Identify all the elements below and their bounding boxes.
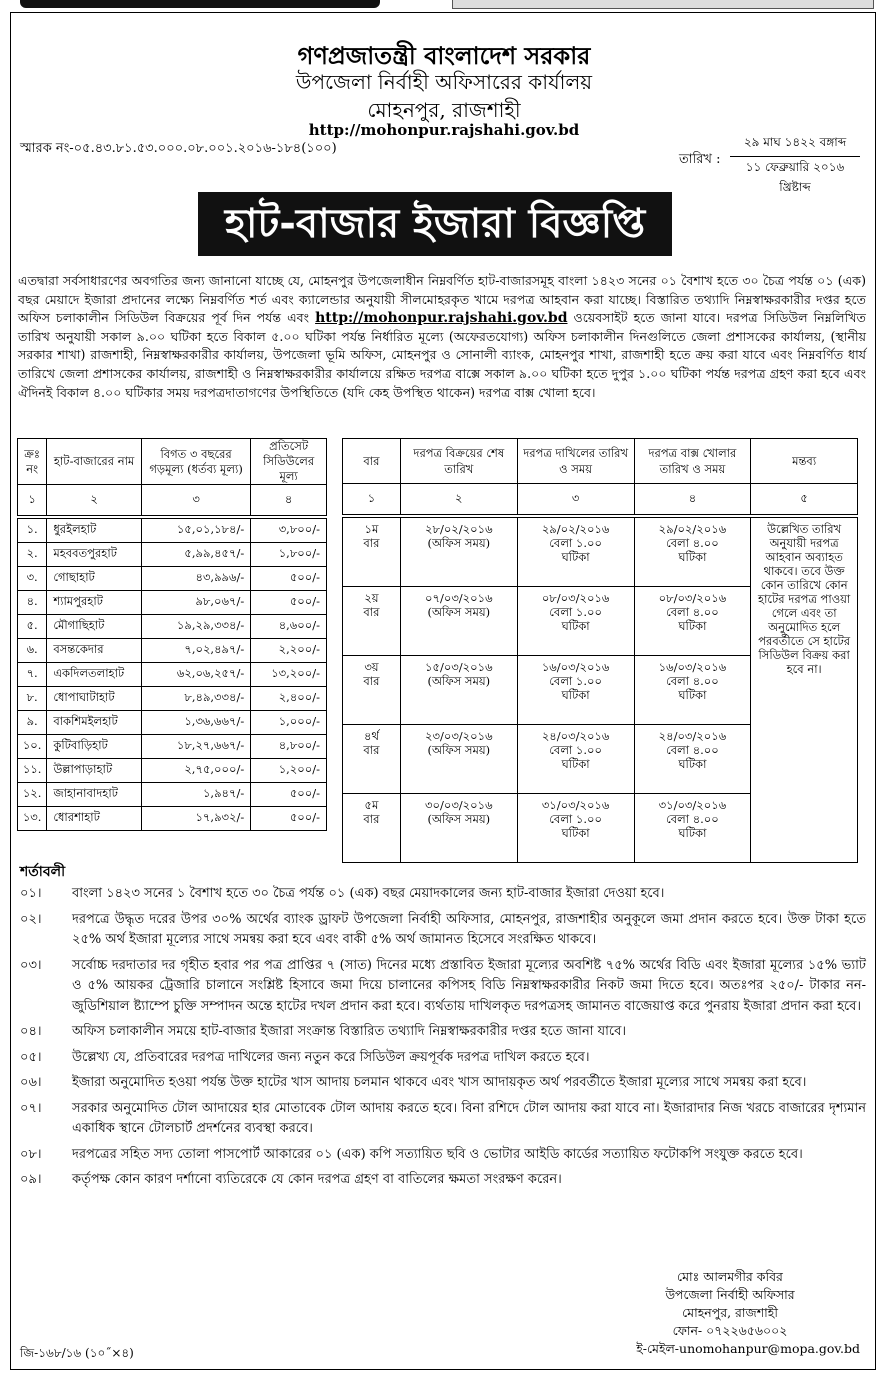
col-number: ৪ bbox=[634, 484, 751, 515]
condition-item bbox=[20, 884, 866, 905]
col-header-opening: দরপত্র বাক্স খোলার তারিখ ও সময় bbox=[634, 439, 751, 484]
opening-cell bbox=[634, 587, 751, 656]
signatory-designation: উপজেলা নির্বাহী অফিসার bbox=[665, 1287, 795, 1302]
col-header-serial: ক্রঃ নং bbox=[18, 439, 47, 485]
condition-item bbox=[20, 1022, 866, 1043]
row-average-value: ১৫,০১,১৮৪/- bbox=[141, 519, 250, 543]
office-name: উপজেলা নির্বাহী অফিসারের কার্যালয় bbox=[295, 70, 593, 94]
schedule-open-date: ২৯/০২/২০১৬ bbox=[658, 522, 727, 536]
schedule-sale-date: ২৩/০৩/২০১৬ bbox=[425, 729, 493, 743]
condition-item bbox=[20, 1170, 866, 1191]
row-average-value: ৫,৯৯,৪৫৭/- bbox=[141, 543, 250, 567]
market-table-header bbox=[18, 439, 327, 485]
row-serial: ৪. bbox=[18, 591, 47, 615]
col-number: ২ bbox=[47, 485, 142, 516]
row-serial: ১. bbox=[18, 519, 47, 543]
schedule-bar2: বার bbox=[363, 743, 380, 757]
table-row bbox=[18, 543, 327, 567]
schedule-sale-note: (অফিস সময়) bbox=[427, 743, 491, 757]
top-gray-bar bbox=[452, 0, 874, 9]
print-code: জি-১৬৮/১৬ (১০˝×৪) bbox=[20, 1346, 134, 1360]
row-serial: ১২. bbox=[18, 783, 47, 807]
round-cell bbox=[343, 587, 401, 656]
condition-item bbox=[20, 1073, 866, 1094]
date-english: ১১ ফেব্রুয়ারি ২০১৬ খ্রিষ্টাব্দ bbox=[745, 160, 845, 194]
submission-cell bbox=[517, 656, 634, 725]
col-header-average: বিগত ৩ বছরের গড়মূল্য (ধর্তব্য মূল্য) bbox=[141, 439, 250, 485]
col-number: ১ bbox=[18, 485, 47, 516]
schedule-open-date: ৩১/০৩/২০১৬ bbox=[658, 798, 727, 812]
round-cell bbox=[343, 656, 401, 725]
col-header-round: বার bbox=[343, 439, 401, 484]
govt-title: গণপ্রজাতন্ত্রী বাংলাদেশ সরকার bbox=[297, 41, 591, 70]
schedule-sale-date: ১৫/০৩/২০১৬ bbox=[425, 660, 493, 674]
row-market-name: শ্যামপুরহাট bbox=[47, 591, 142, 615]
round-cell bbox=[343, 794, 401, 863]
table-row bbox=[18, 615, 327, 639]
condition-item bbox=[20, 910, 866, 951]
condition-number: ০৪। bbox=[20, 1024, 42, 1039]
row-serial: ৯. bbox=[18, 711, 47, 735]
condition-item bbox=[20, 1099, 866, 1140]
row-average-value: ১৯,২৯,৩৩৪/- bbox=[141, 615, 250, 639]
schedule-bar2: বার bbox=[363, 674, 380, 688]
date-bangla: ২৯ মাঘ ১৪২২ বঙ্গাব্দ bbox=[730, 134, 860, 157]
col-header-sale-date: দরপত্র বিক্রয়ের শেষ তারিখ bbox=[400, 439, 517, 484]
schedule-sub-unit: ঘটিকা bbox=[561, 688, 590, 702]
row-average-value: ১,৯৪৭/- bbox=[141, 783, 250, 807]
condition-text: কর্তৃপক্ষ কোন কারণ দর্শানো ব্যতিরেকে যে কোন দরপত্র গ্রহণ বা বাতিলের ক্ষমতা সংরক্ষণ করেন। bbox=[72, 1172, 562, 1187]
table-row bbox=[18, 783, 327, 807]
schedule-sale-note: (অফিস সময়) bbox=[427, 812, 491, 826]
schedule-sale-note: (অফিস সময়) bbox=[427, 536, 491, 550]
schedule-bar1: ৫ম bbox=[364, 798, 379, 812]
schedule-sub-date: ২৯/০২/২০১৬ bbox=[541, 522, 610, 536]
opening-cell bbox=[634, 725, 751, 794]
schedule-sub-time: বেলা ১.০০ bbox=[549, 674, 602, 688]
schedule-open-time: বেলা ৪.০০ bbox=[666, 536, 719, 550]
schedule-sale-note: (অফিস সময়) bbox=[427, 674, 491, 688]
row-serial: ১০. bbox=[18, 735, 47, 759]
row-market-name: জাহানাবাদহাট bbox=[47, 783, 142, 807]
condition-text: সর্বোচ্চ দরদাতার দর গৃহীত হবার পর পত্র প্রাপ্তির ৭ (সাত) দিনের মধ্যে প্রস্তাবিত ইজারা মূল্যের অবশিষ্ট ৭৫% অর্থের বিডি এবং ইজারা মূল্যের ১৫% ভ্যাট ও ৫% আয়কর ট্রেজারি চালানে সংশ্লিষ্ট হিসাবে জমা দিয়ে চালানের কপিসহ বিডি নিম্নস্বাক্ষরকারীর নিকট জমা দিতে হবে। অতঃপর ২৫০/- টাকার নন-জুডিশিয়াল ষ্ট্যাম্পে চুক্তি সম্পাদন অন্তে হাটের দখল প্রদান করা হবে। ব্যর্থতায় দাখিলকৃত দরপত্রসহ জামানত বাজেয়াপ্ত করে পুনরায় ইজারা প্রদান করা হবে। bbox=[72, 957, 866, 1014]
signatory-name: মোঃ আলমগীর কবির bbox=[677, 1269, 783, 1284]
schedule-bar1: ২য় bbox=[364, 591, 379, 605]
row-schedule-price: ২,২০০/- bbox=[251, 639, 327, 663]
row-market-name: ধুরইলহাট bbox=[47, 519, 142, 543]
schedule-bar1: ৪র্থ bbox=[363, 729, 379, 743]
table-row bbox=[18, 807, 327, 831]
row-serial: ২. bbox=[18, 543, 47, 567]
schedule-bar2: বার bbox=[363, 605, 380, 619]
row-schedule-price: ৫০০/- bbox=[251, 807, 327, 831]
schedule-table-header bbox=[343, 439, 858, 484]
row-schedule-price: ৪,৮০০/- bbox=[251, 735, 327, 759]
submission-cell bbox=[517, 518, 634, 587]
market-table bbox=[17, 438, 327, 831]
row-average-value: ৬২,০৬,২৫৭/- bbox=[141, 663, 250, 687]
row-schedule-price: ৫০০/- bbox=[251, 591, 327, 615]
row-average-value: ১৭,৯৩২/- bbox=[141, 807, 250, 831]
market-table-body bbox=[18, 519, 327, 831]
schedule-sub-date: ১৬/০৩/২০১৬ bbox=[541, 660, 610, 674]
row-market-name: উল্লাপাড়াহাট bbox=[47, 759, 142, 783]
col-number: ৩ bbox=[517, 484, 634, 515]
schedule-bar2: বার bbox=[363, 536, 380, 550]
submission-cell bbox=[517, 725, 634, 794]
intro-paragraph bbox=[18, 272, 866, 402]
schedule-open-time: বেলা ৪.০০ bbox=[666, 605, 719, 619]
remarks-cell: উল্লেখিত তারিখ অনুযায়ী দরপত্র আহবান অব্যাহত থাকবে। তবে উক্ত কোন তারিখে কোন হাটের দরপত্র পাওয়া গেলে এবং তা অনুমোদিত হলে পরবর্তীতে সে হাটের সিডিউল বিক্রয় করা হবে না। bbox=[751, 518, 858, 863]
schedule-open-date: ০৮/০৩/২০১৬ bbox=[658, 591, 727, 605]
col-number: ১ bbox=[343, 484, 401, 515]
opening-cell bbox=[634, 656, 751, 725]
col-header-remarks: মন্তব্য bbox=[751, 439, 858, 484]
condition-number: ০৭। bbox=[20, 1100, 42, 1116]
schedule-open-unit: ঘটিকা bbox=[678, 550, 707, 564]
col-header-market: হাট-বাজারের নাম bbox=[47, 439, 142, 485]
condition-text: সরকার অনুমোদিত টোল আদায়ের হার মোতাবেক টোল আদায় করতে হবে। বিনা রশিদে টোল আদায় করা যাবে না। ইজারাদার নিজ খরচে বাজারের দৃশ্যমান একাধিক স্থানে টোলচার্ট প্রদর্শনের ব্যবস্থা করবে। bbox=[72, 1100, 866, 1136]
schedule-bar1: ৩য় bbox=[364, 660, 379, 674]
opening-cell bbox=[634, 518, 751, 587]
memo-number: স্মারক নং-০৫.৪৩.৮১.৫৩.০০০.০৮.০০১.২০১৬-১৮৪(১০০) bbox=[20, 141, 337, 156]
submission-cell bbox=[517, 794, 634, 863]
row-market-name: একদিলতলাহাট bbox=[47, 663, 142, 687]
schedule-open-time: বেলা ৪.০০ bbox=[666, 743, 719, 757]
schedule-table bbox=[342, 438, 858, 863]
row-market-name: বসন্তকেদার bbox=[47, 639, 142, 663]
table-row bbox=[18, 567, 327, 591]
intro-website-link[interactable]: http://mohonpur.rajshahi.gov.bd bbox=[315, 310, 568, 327]
row-market-name: মহববতপুরহাট bbox=[47, 543, 142, 567]
schedule-open-time: বেলা ৪.০০ bbox=[666, 812, 719, 826]
schedule-sub-unit: ঘটিকা bbox=[561, 826, 590, 840]
header-website[interactable]: http://mohonpur.rajshahi.gov.bd bbox=[308, 121, 580, 139]
signatory-location: মোহনপুর, রাজশাহী bbox=[682, 1305, 778, 1320]
col-header-schedule-price: প্রতিসেট সিডিউলের মূল্য bbox=[251, 439, 327, 485]
schedule-col-numbers bbox=[343, 484, 858, 515]
row-average-value: ১,৩৬,৬৬৭/- bbox=[141, 711, 250, 735]
schedule-bar2: বার bbox=[363, 812, 380, 826]
table-row bbox=[18, 759, 327, 783]
row-serial: ১৩. bbox=[18, 807, 47, 831]
schedule-sub-time: বেলা ১.০০ bbox=[549, 536, 602, 550]
condition-text: দরপত্রের সহিত সদ্য তোলা পাসপোর্ট আকারের ০১ (এক) কপি সত্যায়িত ছবি ও ভোটার আইডি কার্ডের সত্যায়িত ফটোকপি সংযুক্ত করতে হবে। bbox=[72, 1146, 803, 1162]
schedule-sale-date: ০৭/০৩/২০১৬ bbox=[425, 591, 493, 605]
row-average-value: ৭,০২,৪৯৭/- bbox=[141, 639, 250, 663]
schedule-sale-note: (অফিস সময়) bbox=[427, 605, 491, 619]
schedule-sub-date: ২৪/০৩/২০১৬ bbox=[541, 729, 610, 743]
market-col-numbers bbox=[18, 485, 327, 516]
condition-number: ০৩। bbox=[20, 957, 42, 973]
row-average-value: ১৮,২৭,৬৬৭/- bbox=[141, 735, 250, 759]
row-serial: ৮. bbox=[18, 687, 47, 711]
schedule-sale-date: ৩০/০৩/২০১৬ bbox=[425, 798, 493, 812]
sale-date-cell bbox=[400, 656, 517, 725]
table-row bbox=[343, 518, 858, 587]
schedule-open-time: বেলা ৪.০০ bbox=[666, 674, 719, 688]
intro-text-1: এতদ্বারা সর্বসাধারণের অবগতির জন্য জানানো যাচ্ছে যে, মোহনপুর উপজেলাধীন নিম্নবর্ণিত হাট-বাজারসমূহ বাংলা ১৪২৩ সনের ০১ বৈশাখ হতে ৩০ চৈত্র পর্যন্ত ০১ (এক) বছর মেয়াদে ইজারা প্রদানের লক্ষ্যে নিম্নবর্ণিত শর্ত এবং ক্যালেন্ডার অনুযায়ী সীলমোহরকৃত খামে দরপত্র আহবান করা যাচ্ছে। বিস্তারিত তথ্যাদি নিম্নস্বাক্ষরকারীর দপ্তর হতে অফিস চলাকালীন সিডিউল বিক্রয়ের পূর্ব দিন পর্যন্ত এবং bbox=[18, 273, 866, 326]
row-serial: ৬. bbox=[18, 639, 47, 663]
row-serial: ১১. bbox=[18, 759, 47, 783]
row-market-name: কুটিবাড়িহাট bbox=[47, 735, 142, 759]
schedule-sub-time: বেলা ১.০০ bbox=[549, 605, 602, 619]
condition-item bbox=[20, 1145, 866, 1166]
schedule-open-unit: ঘটিকা bbox=[678, 826, 707, 840]
row-average-value: ৯৮,০৬৭/- bbox=[141, 591, 250, 615]
row-schedule-price: ৪,৬০০/- bbox=[251, 615, 327, 639]
condition-text: উল্লেখ্য যে, প্রতিবারের দরপত্র দাখিলের জন্য নতুন করে সিডিউল ক্রয়পূর্বক দরপত্র দাখিল করতে হবে। bbox=[72, 1049, 590, 1065]
row-schedule-price: ৩,৮০০/- bbox=[251, 519, 327, 543]
col-header-submission: দরপত্র দাখিলের তারিখ ও সময় bbox=[517, 439, 634, 484]
office-location: মোহনপুর, রাজশাহী bbox=[367, 98, 521, 122]
conditions-title: শর্তাবলী bbox=[20, 864, 66, 880]
sale-date-cell bbox=[400, 518, 517, 587]
opening-cell bbox=[634, 794, 751, 863]
sale-date-cell bbox=[400, 725, 517, 794]
schedule-sub-time: বেলা ১.০০ bbox=[549, 812, 602, 826]
row-market-name: মৌগাছিহাট bbox=[47, 615, 142, 639]
schedule-open-unit: ঘটিকা bbox=[678, 757, 707, 771]
table-row bbox=[18, 711, 327, 735]
row-serial: ৭. bbox=[18, 663, 47, 687]
row-schedule-price: ৫০০/- bbox=[251, 567, 327, 591]
condition-item bbox=[20, 956, 866, 1018]
schedule-sub-date: ৩১/০৩/২০১৬ bbox=[541, 798, 610, 812]
row-market-name: ধোপাঘাটাহাট bbox=[47, 687, 142, 711]
row-average-value: ৪৩,৯৯৬/- bbox=[141, 567, 250, 591]
signatory-phone: ফোন- ০৭২২৬৫৬০০২ bbox=[672, 1323, 788, 1338]
notice-title: হাট-বাজার ইজারা বিজ্ঞপ্তি bbox=[198, 192, 672, 256]
round-cell bbox=[343, 725, 401, 794]
schedule-sub-time: বেলা ১.০০ bbox=[549, 743, 602, 757]
sale-date-cell bbox=[400, 794, 517, 863]
signatory-email[interactable]: ই-মেইল-unomohanpur@mopa.gov.bd bbox=[636, 1341, 860, 1356]
date-label: তারিখ : bbox=[679, 152, 721, 167]
row-market-name: বাকশিমইলহাট bbox=[47, 711, 142, 735]
table-row bbox=[18, 639, 327, 663]
intro-text-2: ওয়েবসাইট হতে জানা যাবে। দরপত্র সিডিউল নিম্নলিখিত তারিখ অনুযায়ী সকাল ৯.০০ ঘটিকা হতে বিকাল ৫.০০ ঘটিকা পর্যন্ত নির্ধারিত মূল্যে (অফেরতযোগ্য) অফিস চলাকালীন দিনগুলিতে জেলা প্রশাসকের কার্যালয়, (স্থানীয় সরকার শাখা) রাজশাহী, নিম্নস্বাক্ষরকারীর কার্যালয়, উপজেলা ভূমি অফিস, মোহনপুর ও সোনালী ব্যাংক, মোহনপুর শাখা, রাজশাহী হতে ক্রয় করা যাবে এবং নিম্নবর্ণিত ধার্য তারিখে জেলা প্রশাসকের কার্যালয়, রাজশাহী ও নিম্নস্বাক্ষরকারীর কার্যালয়ে রক্ষিত দরপত্র বাক্সে সকাল ৯.০০ ঘটিকা হতে দুপুর ১.০০ ঘটিকা পর্যন্ত দরপত্র গ্রহণ করা হবে এবং ঐদিনই বিকাল ৪.০০ ঘটিকার সময় দরপত্রদাতাগণের উপস্থিতিতে (যদি কেহ উপস্থিত থাকেন) দরপত্র বাক্স খোলা হবে। bbox=[18, 310, 867, 400]
row-schedule-price: ১,৮০০/- bbox=[251, 543, 327, 567]
condition-number: ০৮। bbox=[20, 1146, 42, 1162]
table-row bbox=[18, 519, 327, 543]
conditions-list bbox=[20, 884, 866, 1196]
condition-number: ০৯। bbox=[20, 1172, 42, 1187]
round-cell bbox=[343, 518, 401, 587]
row-market-name: ধোরশাহাট bbox=[47, 807, 142, 831]
sale-date-cell bbox=[400, 587, 517, 656]
table-row bbox=[18, 735, 327, 759]
row-schedule-price: ৫০০/- bbox=[251, 783, 327, 807]
row-schedule-price: ১৩,২০০/- bbox=[251, 663, 327, 687]
signature-block bbox=[600, 1268, 860, 1358]
schedule-sub-unit: ঘটিকা bbox=[561, 619, 590, 633]
row-market-name: গোছাহাট bbox=[47, 567, 142, 591]
table-row bbox=[18, 663, 327, 687]
top-strip bbox=[0, 0, 888, 10]
row-average-value: ৮,৪৯,৩৩৪/- bbox=[141, 687, 250, 711]
table-row bbox=[18, 687, 327, 711]
col-number: ২ bbox=[400, 484, 517, 515]
table-row bbox=[18, 591, 327, 615]
condition-number: ০৫। bbox=[20, 1049, 42, 1065]
row-schedule-price: ২,৪০০/- bbox=[251, 687, 327, 711]
schedule-open-date: ১৬/০৩/২০১৬ bbox=[658, 660, 727, 674]
condition-text: বাংলা ১৪২৩ সনের ১ বৈশাখ হতে ৩০ চৈত্র পর্যন্ত ০১ (এক) বছর মেয়াদকালের জন্য হাট-বাজার ইজারা দেওয়া হবে। bbox=[72, 886, 665, 901]
condition-number: ০১। bbox=[20, 886, 42, 901]
schedule-sale-date: ২৮/০২/২০১৬ bbox=[425, 522, 493, 536]
col-number: ৩ bbox=[141, 485, 250, 516]
schedule-sub-date: ০৮/০৩/২০১৬ bbox=[541, 591, 610, 605]
col-number: ৫ bbox=[751, 484, 858, 515]
condition-text: দরপত্রে উদ্ধৃত দরের উপর ৩০% অর্থের ব্যাংক ড্রাফট উপজেলা নির্বাহী অফিসার, মোহনপুর, রাজশাহীর অনুকূলে জমা প্রদান করতে হবে। উক্ত টাকা হতে ২৫% অর্থ ইজারা মূল্যের সাথে সমন্বয় করা হবে এবং বাকী ৫% অর্থ জামানত হিসেবে সংরক্ষিত থাকবে। bbox=[72, 911, 866, 947]
condition-text: অফিস চলাকালীন সময়ে হাট-বাজার ইজারা সংক্রান্ত বিস্তারিত তথ্যাদি নিম্নস্বাক্ষরকারীর দপ্তর হতে জানা যাবে। bbox=[72, 1024, 626, 1039]
date-box bbox=[730, 134, 860, 199]
condition-number: ০২। bbox=[20, 911, 42, 927]
schedule-sub-unit: ঘটিকা bbox=[561, 550, 590, 564]
schedule-open-unit: ঘটিকা bbox=[678, 688, 707, 702]
schedule-bar1: ১ম bbox=[364, 522, 379, 536]
submission-cell bbox=[517, 587, 634, 656]
schedule-open-unit: ঘটিকা bbox=[678, 619, 707, 633]
schedule-sub-unit: ঘটিকা bbox=[561, 757, 590, 771]
row-schedule-price: ১,০০০/- bbox=[251, 711, 327, 735]
row-serial: ৫. bbox=[18, 615, 47, 639]
schedule-table-body bbox=[343, 518, 858, 863]
col-number: ৪ bbox=[251, 485, 327, 516]
condition-number: ০৬। bbox=[20, 1075, 42, 1090]
schedule-open-date: ২৪/০৩/২০১৬ bbox=[658, 729, 727, 743]
row-average-value: ২,৭৫,০০০/- bbox=[141, 759, 250, 783]
top-black-bar bbox=[20, 0, 380, 8]
condition-text: ইজারা অনুমোদিত হওয়া পর্যন্ত উক্ত হাটের খাস আদায় চলমান থাকবে এবং খাস আদায়কৃত অর্থ পরবর্তীতে ইজারা মূল্যের সাথে সমন্বয় করা হবে। bbox=[72, 1075, 807, 1090]
row-serial: ৩. bbox=[18, 567, 47, 591]
row-schedule-price: ১,২০০/- bbox=[251, 759, 327, 783]
condition-item bbox=[20, 1048, 866, 1069]
